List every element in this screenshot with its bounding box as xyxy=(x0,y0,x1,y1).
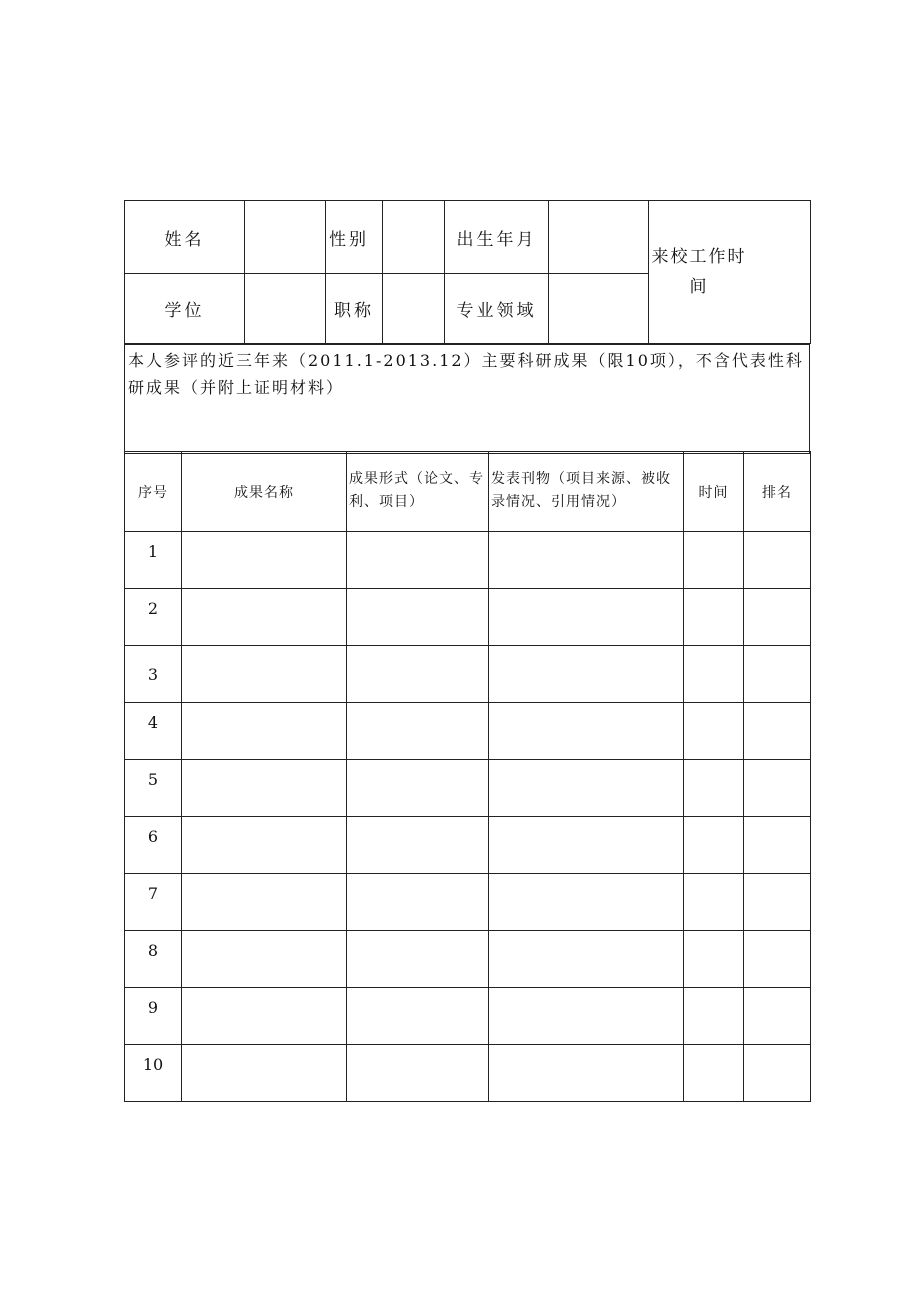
birth-label: 出生年月 xyxy=(445,201,549,274)
table-row xyxy=(125,988,811,1045)
col-header-time: 时间 xyxy=(684,452,744,532)
birth-value[interactable] xyxy=(549,201,649,274)
cell-title[interactable] xyxy=(182,817,347,874)
cell-journal[interactable] xyxy=(489,874,684,931)
cell-journal[interactable] xyxy=(489,817,684,874)
degree-label: 学位 xyxy=(125,274,245,344)
table-row xyxy=(125,817,811,874)
row-number: 1 xyxy=(125,532,182,589)
table-row xyxy=(125,589,811,646)
cell-rank[interactable] xyxy=(744,817,811,874)
cell-journal[interactable] xyxy=(489,646,684,703)
row-number: 10 xyxy=(125,1045,182,1102)
title-label: 职称 xyxy=(326,274,383,344)
cell-time[interactable] xyxy=(684,532,744,589)
degree-value[interactable] xyxy=(245,274,326,344)
table-row xyxy=(125,703,811,760)
cell-time[interactable] xyxy=(684,988,744,1045)
cell-form[interactable] xyxy=(347,1045,489,1102)
table-row xyxy=(125,532,811,589)
table-row xyxy=(125,874,811,931)
col-header-journal xyxy=(489,452,684,532)
row-number: 8 xyxy=(125,931,182,988)
cell-rank[interactable] xyxy=(744,703,811,760)
row-number: 4 xyxy=(125,703,182,760)
cell-title[interactable] xyxy=(182,1045,347,1102)
cell-title[interactable] xyxy=(182,874,347,931)
cell-journal[interactable] xyxy=(489,760,684,817)
table-row xyxy=(125,760,811,817)
table-row xyxy=(125,1045,811,1102)
row-number: 5 xyxy=(125,760,182,817)
cell-title[interactable] xyxy=(182,760,347,817)
cell-time[interactable] xyxy=(684,817,744,874)
description-text: 本人参评的近三年来（2011.1-2013.12）主要科研成果（限10项），不含代表性科研成果（并附上证明材料） xyxy=(125,345,810,454)
cell-time[interactable] xyxy=(684,760,744,817)
cell-title[interactable] xyxy=(182,646,347,703)
cell-rank[interactable] xyxy=(744,589,811,646)
cell-journal[interactable] xyxy=(489,532,684,589)
col-header-form xyxy=(347,452,489,532)
name-value[interactable] xyxy=(245,201,326,274)
cell-time[interactable] xyxy=(684,646,744,703)
school-time-label: 来校工作时间 xyxy=(651,247,747,297)
row-number: 7 xyxy=(125,874,182,931)
cell-form[interactable] xyxy=(347,703,489,760)
cell-title[interactable] xyxy=(182,988,347,1045)
col-header-title: 成果名称 xyxy=(182,452,347,532)
cell-time[interactable] xyxy=(684,589,744,646)
cell-form[interactable] xyxy=(347,760,489,817)
cell-journal[interactable] xyxy=(489,703,684,760)
field-value[interactable] xyxy=(549,274,649,344)
row-number: 2 xyxy=(125,589,182,646)
cell-form[interactable] xyxy=(347,931,489,988)
cell-rank[interactable] xyxy=(744,988,811,1045)
cell-time[interactable] xyxy=(684,703,744,760)
cell-form[interactable] xyxy=(347,817,489,874)
cell-title[interactable] xyxy=(182,532,347,589)
gender-label: 性别 xyxy=(326,201,383,274)
cell-journal[interactable] xyxy=(489,1045,684,1102)
results-header-row xyxy=(125,452,811,532)
cell-rank[interactable] xyxy=(744,874,811,931)
cell-rank[interactable] xyxy=(744,931,811,988)
cell-time[interactable] xyxy=(684,874,744,931)
cell-time[interactable] xyxy=(684,931,744,988)
col-header-rank: 排名 xyxy=(744,452,811,532)
row-number: 9 xyxy=(125,988,182,1045)
gender-value[interactable] xyxy=(383,201,445,274)
cell-title[interactable] xyxy=(182,703,347,760)
cell-title[interactable] xyxy=(182,931,347,988)
field-label: 专业领域 xyxy=(445,274,549,344)
table-row xyxy=(125,931,811,988)
cell-form[interactable] xyxy=(347,589,489,646)
cell-form[interactable] xyxy=(347,874,489,931)
cell-journal[interactable] xyxy=(489,988,684,1045)
cell-rank[interactable] xyxy=(744,760,811,817)
cell-rank[interactable] xyxy=(744,532,811,589)
col-header-no: 序号 xyxy=(125,452,182,532)
col-header-journal-text: 发表刊物（项目来源、被收录情况、引用情况） xyxy=(491,471,671,510)
personal-info-table xyxy=(124,200,811,344)
table-row xyxy=(125,646,811,703)
description-table xyxy=(124,344,810,454)
title-value[interactable] xyxy=(383,274,445,344)
cell-form[interactable] xyxy=(347,646,489,703)
cell-journal[interactable] xyxy=(489,589,684,646)
row-number: 6 xyxy=(125,817,182,874)
cell-rank[interactable] xyxy=(744,1045,811,1102)
name-label: 姓名 xyxy=(125,201,245,274)
cell-form[interactable] xyxy=(347,532,489,589)
school-time-cell xyxy=(649,201,811,344)
col-header-form-text: 成果形式（论文、专利、项目） xyxy=(349,471,484,510)
cell-time[interactable] xyxy=(684,1045,744,1102)
cell-journal[interactable] xyxy=(489,931,684,988)
cell-form[interactable] xyxy=(347,988,489,1045)
cell-rank[interactable] xyxy=(744,646,811,703)
results-table xyxy=(124,451,811,1102)
cell-title[interactable] xyxy=(182,589,347,646)
row-number: 3 xyxy=(125,646,182,703)
